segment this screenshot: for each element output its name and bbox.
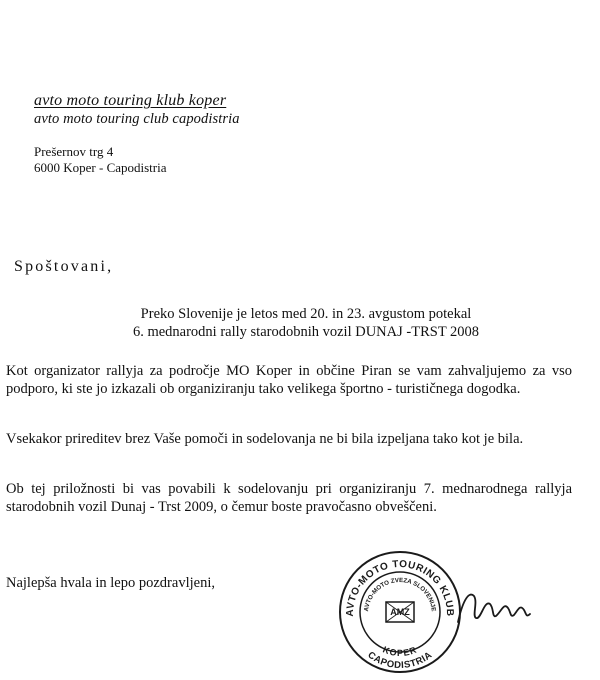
stamp-inner-text: AVTO-MOTO ZVEZA SLOVENIJE — [363, 576, 437, 612]
club-name-italian: avto moto touring club capodistria — [34, 111, 240, 127]
subject-line-1: Preko Slovenije je letos med 20. in 23. avgustom potekal — [140, 306, 472, 322]
paragraph-thanks: Kot organizator rallyja za področje MO Koper in občine Piran se vam zahvaljujemo za vso podporo, ki ste jo izkazali ob organiziranju tako velikega športno - turističnega dogodka. — [6, 363, 572, 397]
stamp-center-text: AMZ — [390, 607, 410, 617]
address-city: 6000 Koper - Capodistria — [34, 160, 167, 175]
address-street: Prešernov trg 4 — [34, 144, 114, 159]
greeting: Spoštovani, — [14, 258, 114, 275]
closing-line: Najlepša hvala in lepo pozdravljeni, — [6, 575, 215, 591]
stamp-city-sl: KOPER — [381, 644, 419, 659]
handwritten-signature — [454, 582, 544, 632]
stamp-outer-text: AVTO-MOTO TOURING KLUB — [344, 558, 456, 617]
club-name-slovene: avto moto touring klub koper — [34, 92, 227, 109]
subject-line-2: 6. mednarodni rally starodobnih vozil DUNAJ -TRST 2008 — [132, 324, 480, 340]
club-stamp-seal — [336, 548, 464, 676]
paragraph-invitation: Ob tej priložnosti bi vas povabili k sodelovanju pri organiziranju 7. mednarodnega rallyja starodobnih vozil Dunaj - Trst 2009, o čemur boste pravočasno obveščeni. — [6, 481, 572, 515]
stamp-city-it: CAPODISTRIA — [365, 649, 435, 672]
paragraph-support: Vsekakor prireditev brez Vaše pomoči in sodelovanja ne bi bila izpeljana tako kot je bila. — [6, 431, 524, 447]
